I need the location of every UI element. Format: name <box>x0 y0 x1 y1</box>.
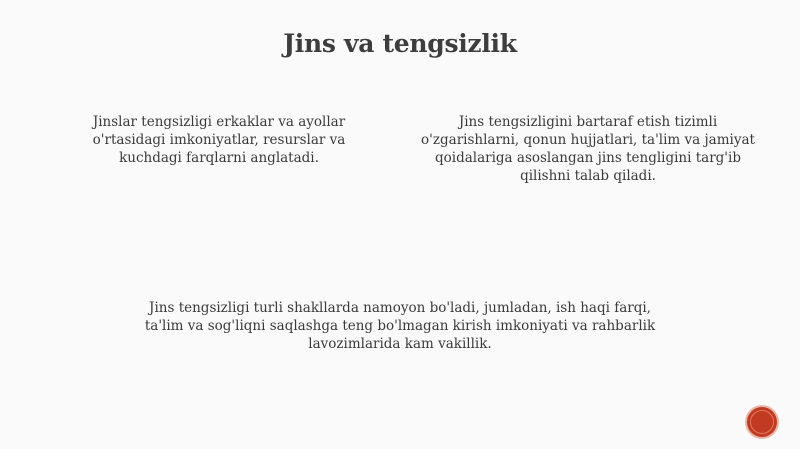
slide-title: Jins va tengsizlik <box>283 29 517 58</box>
paragraph-bottom: Jins tengsizligi turli shakllarda namoyon bo'ladi, jumladan, ish haqi farqi, ta'lim va sog'liqni saqlashga teng bo'lmagan kirish imkoniyati va rahbarlik lavozimlarida kam vakillik. <box>144 300 656 352</box>
nav-button-ring <box>750 410 774 434</box>
paragraph-right: Jins tengsizligini bartaraf etish tizimli o'zgarishlarni, qonun hujjatlari, ta'lim va jamiyat qoidalariga asoslangan jins tengligini targ'ib qilishni talab qiladi. <box>421 114 755 184</box>
paragraph-left: Jinslar tengsizligi erkaklar va ayollar o'rtasidagi imkoniyatlar, resurslar va kuchdagi farqlarni anglatadi. <box>92 114 346 166</box>
next-slide-circle-icon[interactable] <box>747 407 777 437</box>
